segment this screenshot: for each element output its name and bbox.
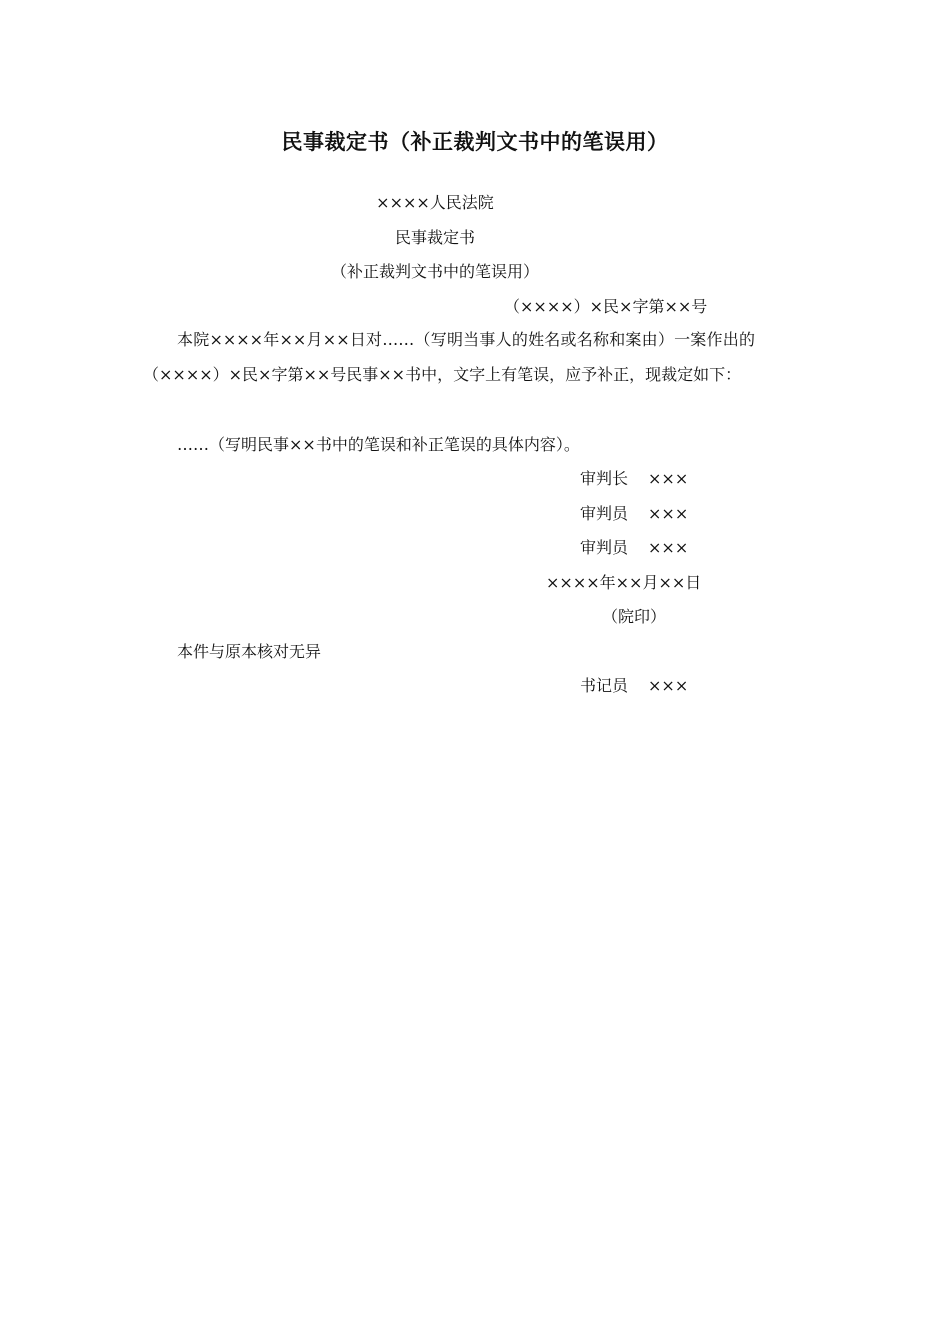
- document-heading: 民事裁定书（补正裁判文书中的笔误用）: [281, 129, 669, 154]
- signer-judge-1: [580, 504, 688, 524]
- court-name: ××××人民法院: [376, 193, 494, 212]
- body-paragraph: 本院××××年××月××日对……（写明当事人的姓名或名称和案由）一案作出的（××××）×民×字第××号民事××书中，文字上有笔误，应予补正，现裁定如下：: [143, 330, 755, 384]
- signer-name: ×××: [648, 469, 689, 488]
- ruling-paragraph: ……（写明民事××书中的笔误和补正笔误的具体内容）。: [177, 435, 580, 454]
- signer-name: ×××: [648, 676, 689, 695]
- signer-judge-2: [580, 538, 688, 558]
- document-type: 民事裁定书: [394, 228, 475, 247]
- signer-clerk: [580, 676, 688, 696]
- court-seal: （院印）: [602, 607, 667, 626]
- ruling-date: ××××年××月××日: [546, 573, 702, 592]
- case-number: （××××）×民×字第××号: [504, 297, 708, 316]
- signer-name: ×××: [648, 538, 689, 557]
- signer-name: ×××: [648, 504, 689, 523]
- signer-role: 审判员: [580, 504, 629, 523]
- signer-presiding-judge: [580, 469, 688, 489]
- document-subtype: （补正裁判文书中的笔误用）: [330, 262, 539, 281]
- signer-role: 审判长: [580, 469, 629, 488]
- verification-note: 本件与原本核对无异: [177, 642, 322, 661]
- signer-role: 审判员: [580, 538, 629, 557]
- signer-role: 书记员: [580, 676, 629, 695]
